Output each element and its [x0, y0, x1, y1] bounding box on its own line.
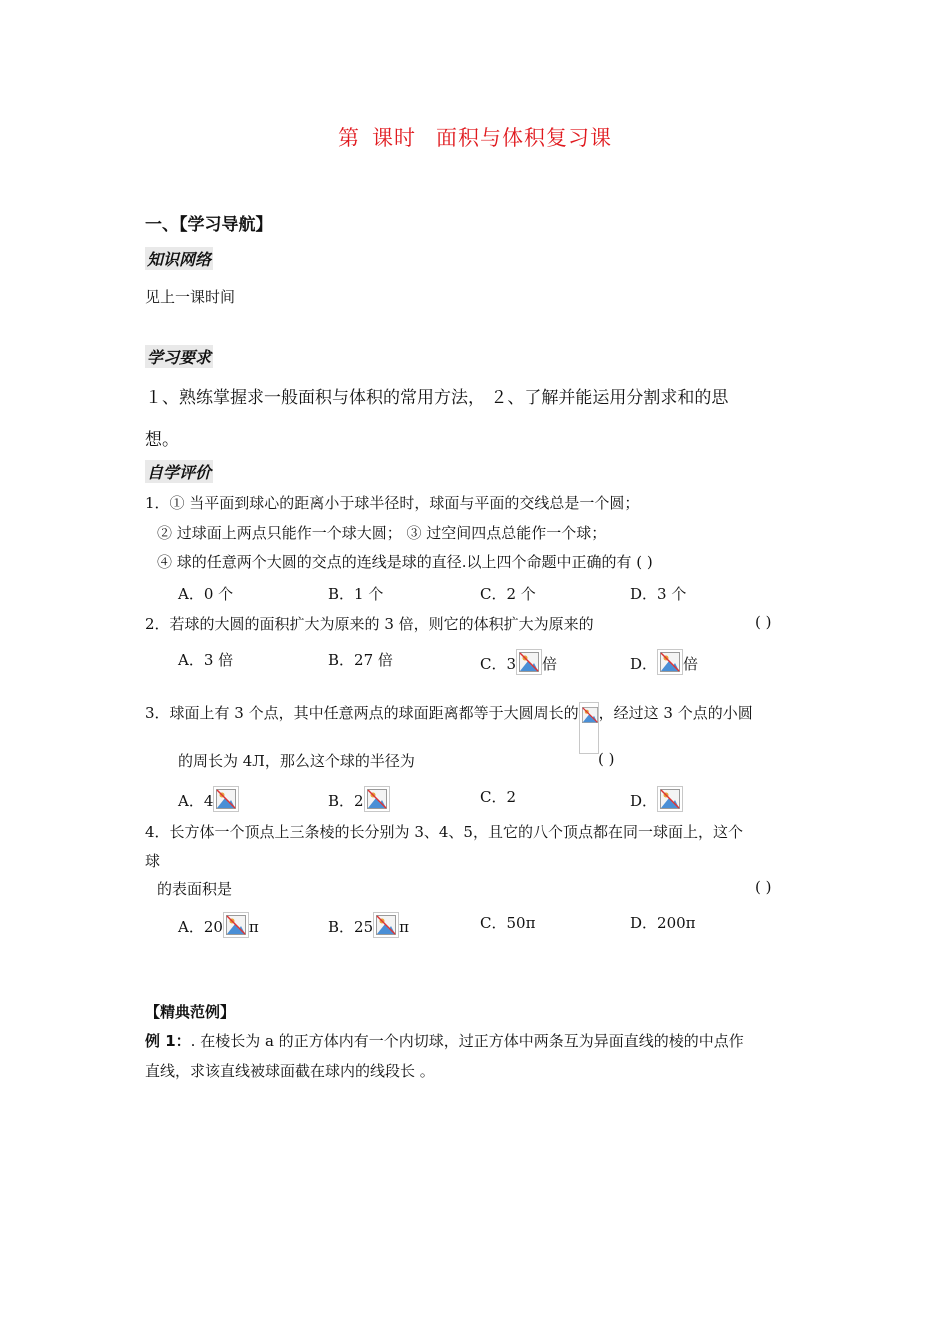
requirements-line-1: １、熟练掌握求一般面积与体积的常用方法， ２、了解并能运用分割求和的思 — [145, 388, 729, 408]
q3-line-2: 的周长为 4Л，那么这个球的半径为 — [178, 752, 415, 770]
q1-option-b: B．1 个 — [328, 585, 384, 603]
q3-option-b: B．2 — [328, 786, 390, 812]
broken-image-icon — [657, 786, 683, 812]
q1-line-2: ② 过球面上两点只能作一个球大圆； ③ 过空间四点总能作一个球； — [157, 524, 607, 542]
section-heading-guide: 一、【学习导航】 — [145, 215, 273, 235]
q1-option-a: A．0 个 — [178, 585, 234, 603]
q1-line-1: 1．① 当平面到球心的距离小于球半径时，球面与平面的交线总是一个圆； — [145, 494, 640, 512]
q1-option-c: C．2 个 — [480, 585, 536, 603]
q3-answer-paren: ( ) — [598, 750, 615, 768]
q4-answer-paren: ( ) — [755, 878, 772, 896]
q4-line-2: 的表面积是 — [157, 880, 233, 898]
q2-stem: 2．若球的大圆的面积扩大为原来的 3 倍，则它的体积扩大为原来的 — [145, 615, 594, 633]
knowledge-network-text: 见上一课时间 — [145, 288, 236, 306]
q3-stem: 3．球面上有 3 个点，其中任意两点的球面距离都等于大圆周长的 ，经过这 3 个点的小圆 — [145, 702, 753, 754]
broken-image-icon — [364, 786, 390, 812]
q4-option-d: D．200π — [630, 914, 696, 932]
heading-examples: 【精典范例】 — [145, 1003, 236, 1021]
q2-option-d: D． 倍 — [630, 649, 698, 675]
q4-option-c: C．50π — [480, 914, 536, 932]
q3-option-a: A．4 — [178, 786, 239, 812]
q2-answer-paren: ( ) — [755, 613, 772, 631]
q2-option-c: C．3 倍 — [480, 649, 557, 675]
example-1-line-2: 直线，求该直线被球面截在球内的线段长 。 — [145, 1062, 435, 1080]
broken-image-icon — [579, 702, 599, 754]
page-title: 第 课时 面积与体积复习课 — [338, 126, 612, 150]
q4-line-1: 4．长方体一个顶点上三条棱的长分别为 3、4、5，且它的八个顶点都在同一球面上，这个 — [145, 823, 743, 841]
heading-requirements: 学习要求 — [145, 345, 213, 368]
q2-option-a: A．3 倍 — [178, 651, 234, 669]
broken-image-icon — [657, 649, 683, 675]
heading-self-evaluation: 自学评价 — [145, 460, 213, 483]
broken-image-icon — [373, 912, 399, 938]
heading-knowledge-network: 知识网络 — [145, 247, 213, 270]
example-1-label: 例 1： — [145, 1032, 191, 1050]
q4-option-b: B．25 π — [328, 912, 409, 938]
q3-option-c: C．2 — [480, 788, 517, 806]
q1-line-3: ④ 球的任意两个大圆的交点的连线是球的直径.以上四个命题中正确的有 ( ) — [157, 553, 653, 571]
q4-line-1b: 球 — [145, 852, 161, 870]
broken-image-icon — [223, 912, 249, 938]
broken-image-icon — [213, 786, 239, 812]
q3-option-d: D． — [630, 786, 683, 812]
q2-option-b: B．27 倍 — [328, 651, 393, 669]
broken-image-icon — [516, 649, 542, 675]
q1-option-d: D．3 个 — [630, 585, 687, 603]
q4-option-a: A．20 π — [178, 912, 259, 938]
example-1-line-1: 例 1：. 在棱长为 a 的正方体内有一个内切球，过正方体中两条互为异面直线的棱的中点作 — [145, 1032, 744, 1050]
requirements-line-2: 想。 — [145, 430, 179, 450]
